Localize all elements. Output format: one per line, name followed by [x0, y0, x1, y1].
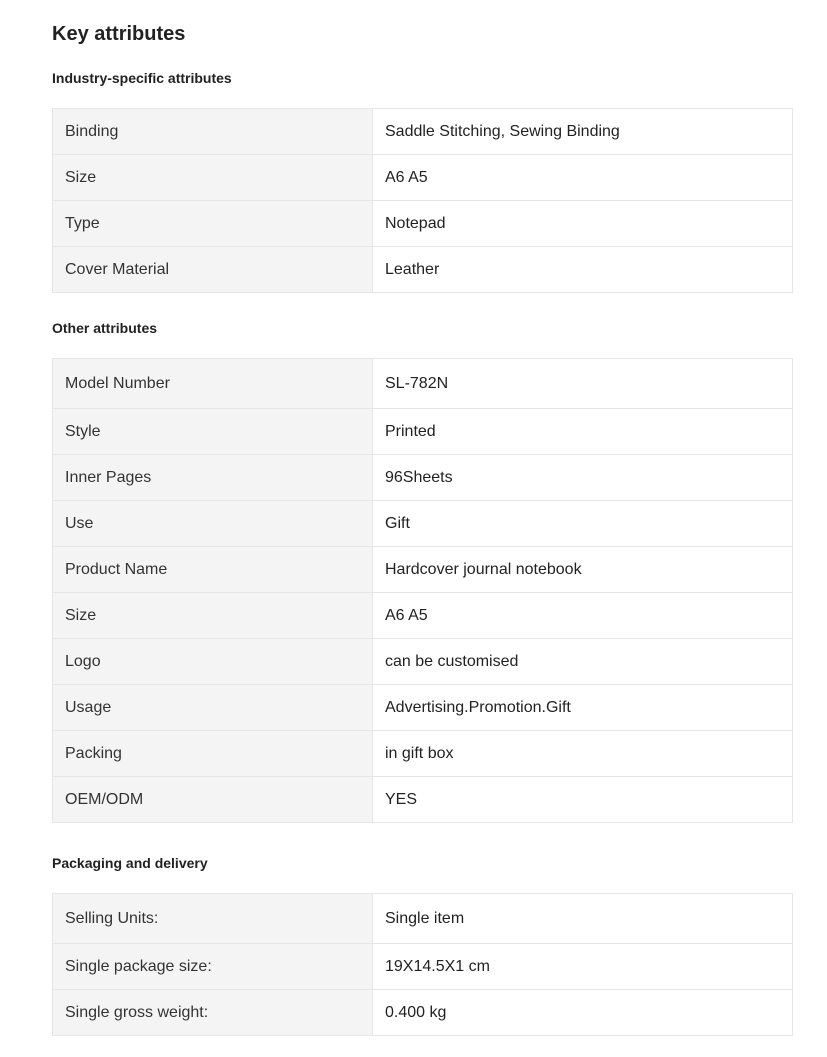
table-row — [53, 547, 793, 593]
attribute-key: Style — [53, 409, 373, 455]
attribute-value: can be customised — [373, 639, 793, 685]
section-title-other: Other attributes — [52, 320, 158, 336]
attribute-value: 0.400 kg — [373, 990, 793, 1036]
attribute-key: Product Name — [53, 547, 373, 593]
page-title: Key attributes — [52, 23, 186, 45]
attribute-value: A6 A5 — [373, 155, 793, 201]
attribute-key: Selling Units: — [53, 894, 373, 944]
attribute-value: in gift box — [373, 731, 793, 777]
attribute-key: Size — [53, 155, 373, 201]
table-row — [53, 247, 793, 293]
table-row — [53, 455, 793, 501]
attribute-value: YES — [373, 777, 793, 823]
table-row — [53, 593, 793, 639]
attribute-key: Model Number — [53, 359, 373, 409]
attribute-value: SL-782N — [373, 359, 793, 409]
section-title-packaging: Packaging and delivery — [52, 855, 208, 871]
table-row — [53, 109, 793, 155]
table-row — [53, 894, 793, 944]
attribute-key: Packing — [53, 731, 373, 777]
table-row — [53, 777, 793, 823]
attribute-key: Type — [53, 201, 373, 247]
attribute-value: Printed — [373, 409, 793, 455]
attribute-key: OEM/ODM — [53, 777, 373, 823]
attribute-key: Single package size: — [53, 944, 373, 990]
attribute-value: Advertising.Promotion.Gift — [373, 685, 793, 731]
table-row — [53, 639, 793, 685]
table-row — [53, 501, 793, 547]
table-row — [53, 990, 793, 1036]
attribute-key: Usage — [53, 685, 373, 731]
industry-attributes-table — [52, 108, 793, 293]
table-row — [53, 155, 793, 201]
other-attributes-table — [52, 358, 793, 823]
attribute-key: Use — [53, 501, 373, 547]
section-title-industry: Industry-specific attributes — [52, 70, 232, 86]
attribute-value: Saddle Stitching, Sewing Binding — [373, 109, 793, 155]
packaging-attributes-table — [52, 893, 793, 1036]
attribute-value: 19X14.5X1 cm — [373, 944, 793, 990]
table-row — [53, 731, 793, 777]
attribute-value: Gift — [373, 501, 793, 547]
table-row — [53, 685, 793, 731]
attribute-value: Leather — [373, 247, 793, 293]
table-row — [53, 359, 793, 409]
table-row — [53, 944, 793, 990]
attribute-value: A6 A5 — [373, 593, 793, 639]
table-row — [53, 409, 793, 455]
attribute-key: Single gross weight: — [53, 990, 373, 1036]
table-row — [53, 201, 793, 247]
attribute-value: Notepad — [373, 201, 793, 247]
attribute-key: Logo — [53, 639, 373, 685]
attribute-key: Size — [53, 593, 373, 639]
attribute-value: Single item — [373, 894, 793, 944]
attribute-value: Hardcover journal notebook — [373, 547, 793, 593]
attribute-key: Binding — [53, 109, 373, 155]
attribute-key: Inner Pages — [53, 455, 373, 501]
attribute-value: 96Sheets — [373, 455, 793, 501]
attribute-key: Cover Material — [53, 247, 373, 293]
